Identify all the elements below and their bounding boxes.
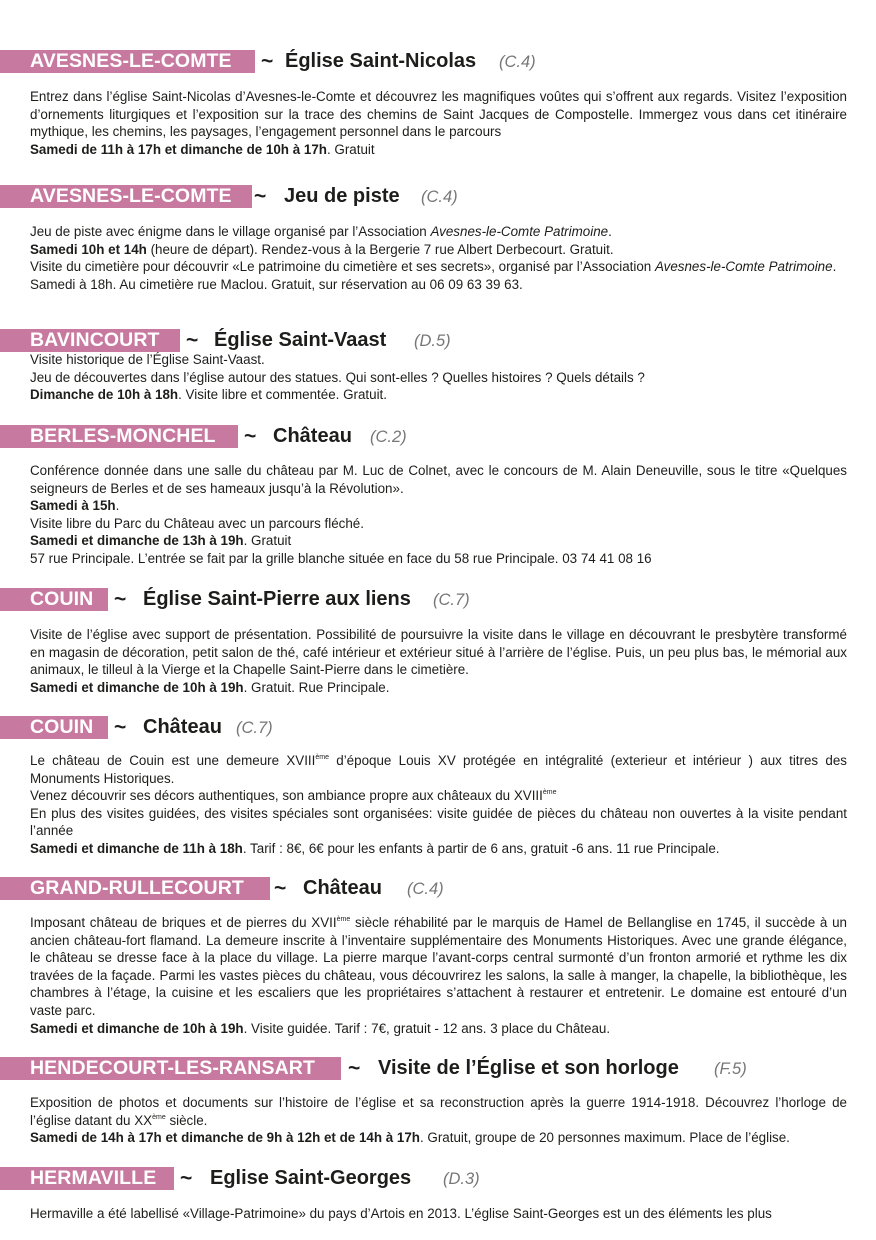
schedule-hours: Samedi et dimanche de 10h à 19h: [30, 679, 244, 695]
paragraph: [30, 626, 847, 679]
site-title: Église Saint-Nicolas: [285, 50, 477, 72]
paragraph: [30, 752, 847, 787]
paragraph: [30, 88, 847, 141]
entry-header: [0, 423, 876, 450]
entry-description: [30, 1094, 847, 1147]
commune-badge: BERLES-MONCHEL: [0, 425, 238, 448]
map-code: (C.7): [236, 719, 273, 737]
entry-header: [0, 714, 876, 741]
paragraph-text: Imposant château de briques et de pierres du XVII: [30, 915, 337, 930]
entry-description: [30, 1205, 847, 1223]
paragraph-text: .: [832, 259, 837, 275]
paragraph-text: d’époque Louis XV protégée en intégralité (exterieur et intérieur ) aux titres des Monuments Historiques.: [30, 753, 847, 786]
tilde-separator: ~: [186, 329, 199, 352]
entry-grand-rullecourt: [0, 875, 876, 1037]
ordinal-superscript: ème: [336, 916, 351, 923]
map-code: (C.4): [499, 53, 536, 71]
map-code: (C.4): [407, 880, 444, 898]
tilde-separator: ~: [114, 588, 127, 611]
schedule-paragraph: [30, 1129, 847, 1147]
schedule-paragraph: [30, 386, 847, 404]
schedule-details: .: [115, 498, 120, 514]
paragraph-text: Visite libre du Parc du Château avec un parcours fléché.: [30, 515, 364, 531]
entry-description: [30, 351, 847, 404]
commune-badge: AVESNES-LE-COMTE: [0, 50, 255, 73]
entry-description: [30, 223, 847, 293]
schedule-details: . Gratuit: [243, 533, 292, 549]
site-title: Jeu de piste: [284, 185, 400, 207]
paragraph-text: .: [608, 224, 612, 239]
map-code: (F.5): [714, 1060, 747, 1078]
paragraph-text: 57 rue Principale. L’entrée se fait par la grille blanche située en face du 58 rue Principale. 03 74 41 08 16: [30, 550, 652, 566]
site-title: Château: [303, 877, 382, 899]
schedule-paragraph: [30, 497, 847, 515]
paragraph: [30, 550, 847, 568]
paragraph-text: Hermaville a été labellisé «Village-Patrimoine» du pays d’Artois en 2013. L’église Saint-Georges est un des éléments les plus: [30, 1206, 772, 1221]
schedule-hours: Samedi et dimanche de 13h à 19h: [30, 533, 244, 549]
ordinal-superscript: ème: [315, 754, 329, 761]
entry-couin-chateau: [0, 714, 876, 858]
entry-description: [30, 626, 847, 696]
entry-header: [0, 1165, 876, 1192]
schedule-hours: Samedi et dimanche de 10h à 19h: [30, 1020, 244, 1036]
entry-description: [30, 914, 847, 1037]
commune-badge: COUIN: [0, 588, 108, 611]
map-code: (C.4): [421, 188, 458, 206]
schedule-hours: Dimanche de 10h à 18h: [30, 387, 179, 403]
paragraph-text: Visite du cimetière pour découvrir «Le patrimoine du cimetière et ses secrets», organisé par l’Association: [30, 259, 655, 275]
schedule-hours: Samedi et dimanche de 11h à 18h: [30, 840, 243, 856]
paragraph: [30, 351, 847, 369]
schedule-details: . Gratuit, groupe de 20 personnes maximum. Place de l’église.: [419, 1130, 790, 1146]
map-code: (D.5): [414, 332, 451, 350]
entry-hendecourt-les-ransart: [0, 1055, 876, 1147]
schedule-hours: Samedi de 11h à 17h et dimanche de 10h à 17h: [30, 141, 327, 157]
paragraph-text: Samedi à 18h. Au cimetière rue Maclou. Gratuit, sur réservation au 06 09 63 39 63.: [30, 276, 523, 292]
paragraph: [30, 223, 847, 241]
site-title: Église Saint-Pierre aux liens: [143, 588, 411, 610]
tilde-separator: ~: [254, 185, 267, 208]
schedule-paragraph: [30, 141, 847, 159]
commune-badge: HENDECOURT-LES-RANSART: [0, 1057, 341, 1080]
association-name: Avesnes-le-Comte Patrimoine: [430, 224, 609, 239]
tilde-separator: ~: [261, 50, 274, 73]
entry-header: [0, 1055, 876, 1082]
map-code: (C.7): [433, 591, 470, 609]
paragraph: [30, 914, 847, 1020]
site-title: Eglise Saint-Georges: [210, 1167, 412, 1189]
schedule-paragraph: [30, 679, 847, 697]
site-title: Château: [143, 716, 222, 738]
paragraph-text: Venez découvrir ses décors authentiques, son ambiance propre aux châteaux du XVIII: [30, 788, 543, 804]
schedule-hours: Samedi 10h et 14h: [30, 241, 147, 257]
paragraph-text: Exposition de photos et documents sur l’histoire de l’église et sa reconstruction après la guerre 1914-1918. Découvrez l’horloge de l’église datant du XX: [30, 1095, 847, 1128]
ordinal-superscript: ème: [152, 1113, 166, 1121]
entry-hermaville: [0, 1165, 876, 1223]
schedule-hours: Samedi de 14h à 17h et dimanche de 9h à 12h et de 14h à 17h: [30, 1130, 420, 1146]
tilde-separator: ~: [348, 1057, 361, 1080]
paragraph-text: siècle réhabilité par le marquis de Hamel de Bellanglise en 1745, il succède à un ancien château-fort flamand. La demeure inscrite à l’inventaire supplémentaire des Monuments Historiques. Avec une grande élégance, le château se dresse face à la place du village. La pierre marque l’avant-corps central surmonté d’un fronton armorié et rythme les dix travées de la façade. Parmi les vastes pièces du château, vous découvrirez les salons, la salle à manger, la chapelle, la bibliothèque, les chambres à l’étage, la cuisine et les escaliers que les propriétaires s’attachent à restaurer et entretenir. Le domaine est entouré d’un vaste parc.: [30, 915, 847, 1018]
paragraph: [30, 1094, 847, 1129]
paragraph-text: siècle.: [165, 1112, 208, 1128]
entry-berles-monchel: [0, 423, 876, 568]
paragraph: [30, 805, 847, 840]
commune-badge: GRAND-RULLECOURT: [0, 877, 270, 900]
tilde-separator: ~: [114, 716, 127, 739]
schedule-hours: Samedi à 15h: [30, 498, 116, 514]
paragraph: [30, 787, 847, 805]
entry-header: [0, 875, 876, 902]
schedule-details: . Tarif : 8€, 6€ pour les enfants à partir de 6 ans, gratuit -6 ans. 11 rue Principale.: [242, 840, 720, 856]
schedule-details: . Gratuit. Rue Principale.: [243, 679, 390, 695]
site-title: Château: [273, 425, 352, 447]
tilde-separator: ~: [274, 877, 287, 900]
entry-couin-eglise: [0, 586, 876, 696]
paragraph: [30, 276, 847, 294]
paragraph-text: Visite de l’église avec support de présentation. Possibilité de poursuivre la visite dans le village en découvrant le presbytère transformé en magasin de décoration, petit salon de thé, café intérieur et extérieur situé à l’arrière de l’église. Puis, un peu plus bas, le mémorial aux animaux, le tilleul à la Vierge et la Chapelle Saint-Pierre dans le cimetière.: [30, 627, 847, 678]
paragraph-text: Jeu de piste avec énigme dans le village organisé par l’Association: [30, 224, 431, 239]
schedule-paragraph: [30, 840, 847, 858]
site-title: Visite de l’Église et son horloge: [378, 1057, 679, 1079]
entry-description: [30, 462, 847, 568]
site-title: Église Saint-Vaast: [214, 329, 387, 351]
schedule-details: . Visite libre et commentée. Gratuit.: [178, 387, 387, 403]
entry-description: [30, 752, 847, 858]
paragraph-text: Conférence donnée dans une salle du château par M. Luc de Colnet, avec le concours de M. Alain Deneuville, sous le titre «Quelques seigneurs de Berles et de ses hameaux jusqu’à la Révolution».: [30, 463, 847, 496]
entry-avesnes-jeu-de-piste: [0, 183, 876, 293]
schedule-details: (heure de départ). Rendez-vous à la Bergerie 7 rue Albert Derbecourt. Gratuit.: [146, 241, 614, 257]
paragraph-text: Visite historique de l’Église Saint-Vaast.: [30, 352, 265, 367]
ordinal-superscript: ème: [542, 789, 557, 797]
paragraph: [30, 515, 847, 533]
paragraph: [30, 258, 847, 276]
paragraph: [30, 369, 847, 387]
entry-bavincourt: [0, 327, 876, 404]
commune-badge: COUIN: [0, 716, 108, 739]
tilde-separator: ~: [244, 425, 257, 448]
entry-header: [0, 48, 876, 75]
commune-badge: BAVINCOURT: [0, 329, 180, 352]
paragraph-text: Entrez dans l’église Saint-Nicolas d’Avesnes-le-Comte et découvrez les magnifiques voûtes qui s’offrent aux regards. Visitez l’exposition d’ornements liturgiques et l’exposition sur la trace des chemins de Saint Jacques de Compostelle. Immergez vous dans cet itinéraire mythique, les chemins, les paysages, l’engagement personnel dans le parcours: [30, 89, 847, 140]
paragraph-text: En plus des visites guidées, des visites spéciales sont organisées: visite guidée de pièces du château non ouvertes à la visite pendant l’année: [30, 805, 847, 839]
map-code: (D.3): [443, 1170, 480, 1188]
association-name: Avesnes-le-Comte Patrimoine: [654, 259, 833, 275]
schedule-details: . Gratuit: [326, 141, 375, 157]
map-code: (C.2): [370, 428, 407, 446]
entry-header: [0, 327, 876, 354]
entry-avesnes-eglise: [0, 48, 876, 158]
paragraph: [30, 1205, 847, 1223]
tilde-separator: ~: [180, 1167, 193, 1190]
schedule-paragraph: [30, 532, 847, 550]
entry-description: [30, 88, 847, 158]
commune-badge: AVESNES-LE-COMTE: [0, 185, 252, 208]
entry-header: [0, 586, 876, 613]
paragraph-text: Le château de Couin est une demeure XVIII: [30, 753, 316, 768]
paragraph-text: Jeu de découvertes dans l’église autour des statues. Qui sont-elles ? Quelles histoires ? Quels détails ?: [30, 369, 645, 385]
paragraph: [30, 462, 847, 497]
entry-header: [0, 183, 876, 210]
commune-badge: HERMAVILLE: [0, 1167, 174, 1190]
schedule-details: . Visite guidée. Tarif : 7€, gratuit - 12 ans. 3 place du Château.: [243, 1020, 611, 1036]
schedule-paragraph: [30, 1020, 847, 1038]
schedule-paragraph: [30, 241, 847, 259]
